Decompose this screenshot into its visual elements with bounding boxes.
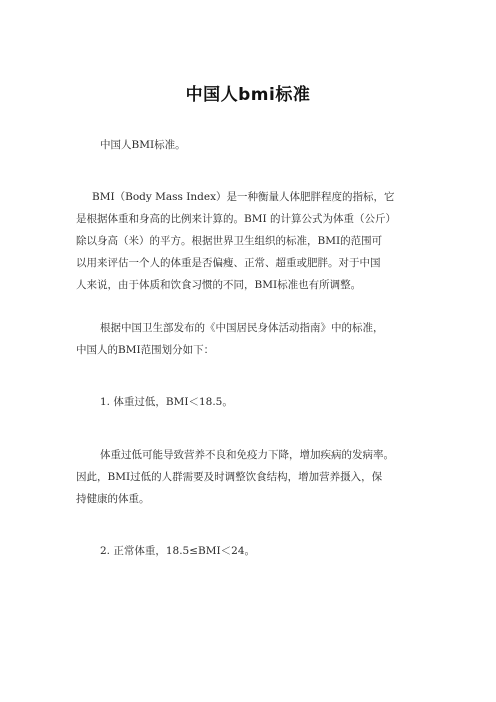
page-title: 中国人bmi标准 <box>185 85 311 105</box>
text-line: 以用来评估一个人的体重是否偏瘦、正常、超重或肥胖。对于中国 <box>76 257 381 269</box>
text-line: 根据中国卫生部发布的《中国居民身体活动指南》中的标准， <box>100 322 384 334</box>
text-line: 体重过低可能导致营养不良和免疫力下降，增加疾病的发病率。 <box>100 449 394 461</box>
text-line: 2. 正常体重，18.5≤BMI＜24。 <box>100 545 256 557</box>
text-line: 1. 体重过低，BMI＜18.5。 <box>100 396 233 408</box>
text-line: 人来说，由于体质和饮食习惯的不同，BMI标准也有所调整。 <box>76 279 362 291</box>
text-line: 中国人BMI标准。 <box>100 139 186 151</box>
text-line: 持健康的体重。 <box>76 493 150 505</box>
text-line: 除以身高（米）的平方。根据世界卫生组织的标准，BMI的范围可 <box>76 235 383 247</box>
text-line: BMI（Body Mass Index）是一种衡量人体肥胖程度的指标，它 <box>92 191 395 203</box>
text-line: 是根据体重和身高的比例来计算的。BMI 的计算公式为体重（公斤） <box>76 213 396 225</box>
text-line: 因此，BMI过低的人群需要及时调整饮食结构，增加营养摄入，保 <box>76 471 383 483</box>
text-line: 中国人的BMI范围划分如下： <box>76 344 215 356</box>
